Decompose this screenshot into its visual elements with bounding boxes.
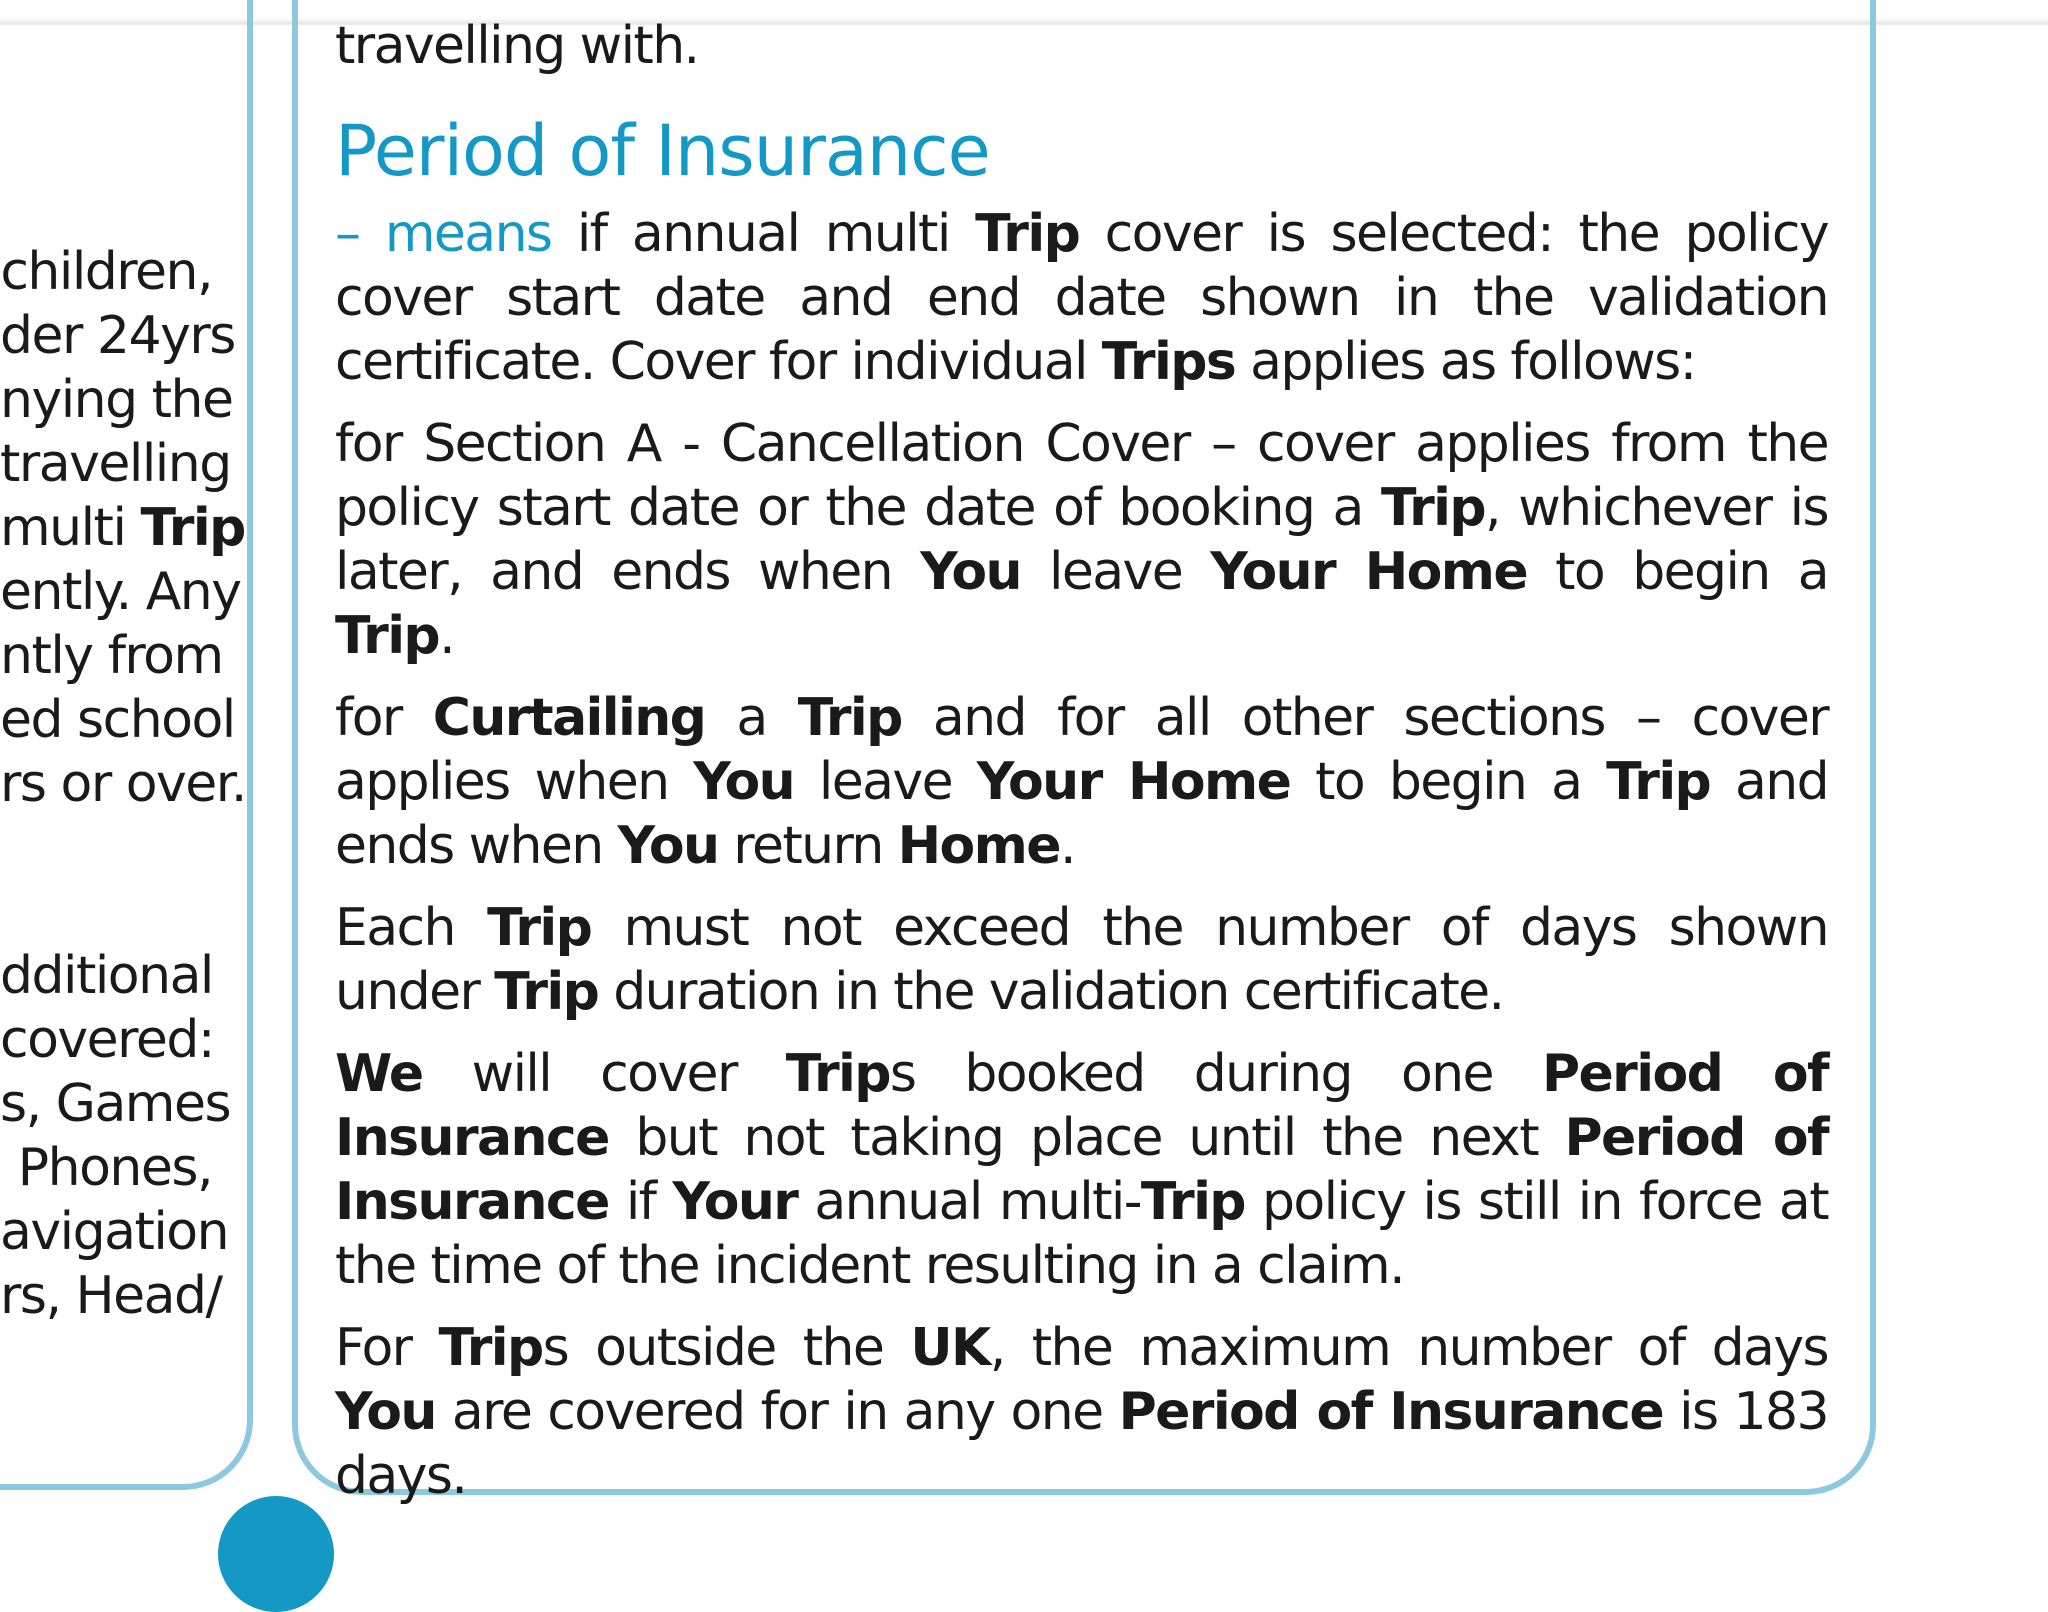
left-blank [0,816,212,880]
intro-text: travelling with. [335,16,699,76]
left-line: covered: [0,1010,214,1070]
left-line: nying the [0,370,233,430]
means-label: – means [335,204,552,264]
left-blank [0,880,212,944]
section-heading: Period of Insurance [335,110,990,192]
paragraph-1: – means if annual multi Trip cover is selected: the policy cover start date and end date shown in the validation certificate. Cover for individual Trips applies as follows: [335,204,1828,392]
left-line: ed school [0,690,235,750]
page-number-badge [218,1496,334,1612]
left-line: rs or over. [0,754,246,814]
left-line: travelling [0,434,231,494]
paragraph-4: Each Trip must not exceed the number of days shown under Trip duration in the validation certificate. [335,898,1828,1022]
left-line: der 24yrs [0,306,235,366]
left-line: ently. Any [0,562,241,622]
left-line: Phones, [17,1138,212,1198]
left-line: dditional [0,946,213,1006]
paragraph-6: For Trips outside the UK, the maximum number of days You are covered for in any one Period of Insurance is 183 days. [335,1318,1829,1506]
left-line: ntly from [0,626,223,686]
left-line: multi Trip [0,498,245,558]
paragraph-2: for Section A - Cancellation Cover – cover applies from the policy start date or the date of booking a Trip, whichever is later, and ends when You leave Your Home to begin a Trip. [335,414,1829,666]
left-line: avigation [0,1202,229,1262]
paragraph-3: for Curtailing a Trip and for all other sections – cover applies when You leave Your Home to begin a Trip and ends when You return Home. [335,688,1829,876]
left-column-text [0,240,246,1328]
main-definition-text [335,14,1828,1526]
left-line: rs, Head/ [0,1266,222,1326]
left-line: s, Games [0,1074,231,1134]
left-line: children, [0,242,212,302]
paragraph-5: We will cover Trips booked during one Period of Insurance but not taking place until the next Period of Insurance if Your annual multi-Trip policy is still in force at the time of the incident resulting in a claim. [335,1044,1828,1296]
